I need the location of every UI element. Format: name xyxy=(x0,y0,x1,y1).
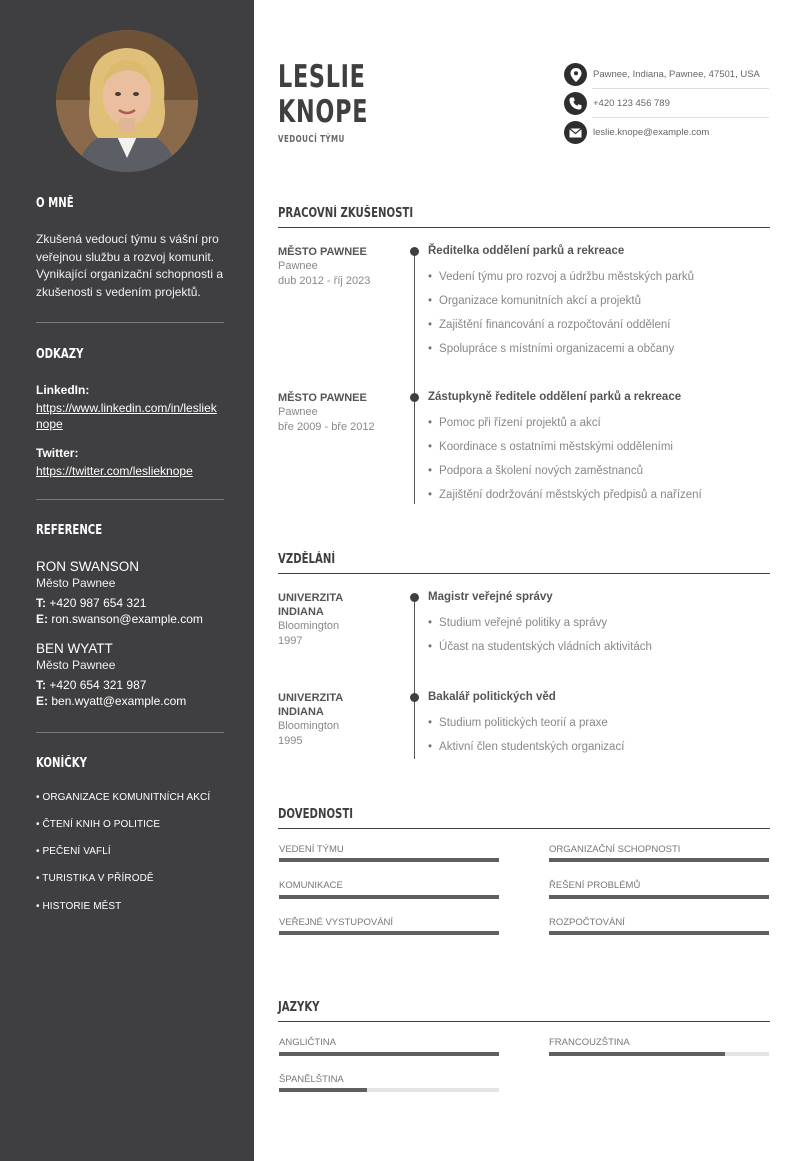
language-bar-fill xyxy=(549,1052,725,1056)
school-year: 1997 xyxy=(278,635,303,647)
skill-bar xyxy=(549,931,769,935)
sidebar-divider xyxy=(36,499,224,500)
about-heading: O MNĚ xyxy=(36,196,74,211)
org-dates: bře 2009 - bře 2012 xyxy=(278,421,375,433)
language-label: FRANCOUZŠTINA xyxy=(549,1037,630,1048)
last-name: KNOPE xyxy=(278,94,369,130)
reference-phone: +420 987 654 321 xyxy=(49,596,147,610)
job-bullet: • Pomoc při řízení projektů a akcí xyxy=(428,417,601,429)
language-bar xyxy=(279,1088,499,1092)
skill-label: VEŘEJNÉ VYSTUPOVÁNÍ xyxy=(279,917,394,928)
reference-email-label: E: xyxy=(36,612,48,626)
links-heading: ODKAZY xyxy=(36,347,84,362)
skills-heading: DOVEDNOSTI xyxy=(278,807,354,822)
timeline-dot xyxy=(410,247,419,256)
skill-label: ROZPOČTOVÁNÍ xyxy=(549,917,625,928)
reference-org: Město Pawnee xyxy=(36,658,116,672)
job-bullet: • Zajištění financování a rozpočtování oddělení xyxy=(428,319,670,331)
school-name: UNIVERZITA xyxy=(278,592,344,604)
reference-email: ron.swanson@example.com xyxy=(51,612,203,626)
job-bullet: • Spolupráce s místními organizacemi a občany xyxy=(428,343,674,355)
envelope-icon xyxy=(564,121,587,144)
reference-phone-label: T: xyxy=(36,678,46,692)
language-bar-fill xyxy=(279,1088,367,1092)
education-bullet: • Účast na studentských vládních aktivitách xyxy=(428,641,652,653)
language-bar-fill xyxy=(279,1052,499,1056)
school-year: 1995 xyxy=(278,735,303,747)
section-rule xyxy=(278,227,770,228)
job-bullet: • Organizace komunitních akcí a projektů xyxy=(428,295,641,307)
skill-bar-fill xyxy=(549,895,769,899)
timeline-line xyxy=(414,597,415,759)
skill-bar-fill xyxy=(279,858,499,862)
location-pin-icon xyxy=(564,63,587,86)
language-bar xyxy=(279,1052,499,1056)
reference-name: BEN WYATT xyxy=(36,641,113,656)
school-place: Bloomington xyxy=(278,620,340,632)
section-rule xyxy=(278,573,770,574)
hobby-item: • HISTORIE MĚST xyxy=(36,901,122,912)
contact-email xyxy=(564,118,770,147)
education-bullet: • Studium veřejné politiky a správy xyxy=(428,617,607,629)
email-text[interactable]: leslie.knope@example.com xyxy=(593,127,710,138)
education-heading: VZDĚLÁNÍ xyxy=(278,552,336,567)
phone-icon xyxy=(564,92,587,115)
contact-phone xyxy=(564,89,770,118)
link-twitter xyxy=(36,445,226,479)
reference-email: ben.wyatt@example.com xyxy=(51,694,187,708)
job-title: VEDOUCÍ TÝMU xyxy=(278,134,345,145)
reference-item xyxy=(36,558,226,627)
reference-email-label: E: xyxy=(36,694,48,708)
degree-title: Magistr veřejné správy xyxy=(428,591,553,603)
link-linkedin xyxy=(36,382,226,432)
skill-bar xyxy=(549,895,769,899)
org-dates: dub 2012 - říj 2023 xyxy=(278,275,371,287)
hobby-item: • PEČENÍ VAFLÍ xyxy=(36,846,111,857)
reference-phone-label: T: xyxy=(36,596,46,610)
experience-heading: PRACOVNÍ ZKUŠENOSTI xyxy=(278,206,414,221)
school-name: INDIANA xyxy=(278,706,324,718)
linkedin-link[interactable]: https://www.linkedin.com/in/leslieknope xyxy=(36,400,217,431)
job-bullet: • Vedení týmu pro rozvoj a údržbu městských parků xyxy=(428,271,694,283)
section-rule xyxy=(278,1021,770,1022)
skill-label: KOMUNIKACE xyxy=(279,880,343,891)
skill-label: ORGANIZAČNÍ SCHOPNOSTI xyxy=(549,844,681,855)
education-org xyxy=(278,691,390,749)
org-place: Pawnee xyxy=(278,406,318,418)
timeline-dot xyxy=(410,393,419,402)
timeline-line xyxy=(414,252,415,504)
hobby-item: • ČTENÍ KNIH O POLITICE xyxy=(36,819,161,830)
language-bar xyxy=(549,1052,769,1056)
skill-bar-fill xyxy=(279,931,499,935)
twitter-link[interactable]: https://twitter.com/leslieknope xyxy=(36,463,193,478)
education-org xyxy=(278,591,390,649)
skill-bar xyxy=(279,895,499,899)
school-name: INDIANA xyxy=(278,606,324,618)
job-bullet: • Zajištění dodržování městských předpisů a nařízení xyxy=(428,489,702,501)
timeline-dot xyxy=(410,693,419,702)
hobby-item: • ORGANIZACE KOMUNITNÍCH AKCÍ xyxy=(36,792,211,803)
sidebar-divider xyxy=(36,322,224,323)
reference-name: RON SWANSON xyxy=(36,559,140,574)
hobbies-heading: KONÍČKY xyxy=(36,756,87,771)
education-bullet: • Studium politických teorií a praxe xyxy=(428,717,608,729)
timeline-dot xyxy=(410,593,419,602)
sidebar-divider xyxy=(36,732,224,733)
phone-text: +420 123 456 789 xyxy=(593,98,670,109)
org-name: MĚSTO PAWNEE xyxy=(278,246,367,258)
section-rule xyxy=(278,828,770,829)
address-text: Pawnee, Indiana, Pawnee, 47501, USA xyxy=(593,69,760,80)
about-text: Zkušená vedoucí týmu s vášní pro veřejnou službu a rozvoj komunit. Vynikající organizační schopnosti a zkušenosti s vedením projektů. xyxy=(36,232,223,299)
references-heading: REFERENCE xyxy=(36,523,103,538)
language-label: ŠPANĚLŠTINA xyxy=(279,1074,344,1085)
reference-org: Město Pawnee xyxy=(36,576,116,590)
twitter-label: Twitter: xyxy=(36,446,79,460)
linkedin-label: LinkedIn: xyxy=(36,383,90,397)
school-place: Bloomington xyxy=(278,720,340,732)
job-role: Ředitelka oddělení parků a rekreace xyxy=(428,245,625,257)
languages-heading: JAZYKY xyxy=(278,1000,320,1015)
contact-address xyxy=(564,60,770,89)
experience-org xyxy=(278,245,390,289)
skill-bar xyxy=(549,858,769,862)
first-name: LESLIE xyxy=(278,59,366,95)
skill-label: VEDENÍ TÝMU xyxy=(279,844,344,855)
job-role: Zástupkyně ředitele oddělení parků a rekreace xyxy=(428,391,682,403)
skill-bar-fill xyxy=(549,931,769,935)
job-bullet: • Koordinace s ostatními městskými odděleními xyxy=(428,441,673,453)
reference-phone: +420 654 321 987 xyxy=(49,678,147,692)
degree-title: Bakalář politických věd xyxy=(428,691,556,703)
job-bullet: • Podpora a školení nových zaměstnanců xyxy=(428,465,643,477)
hobby-item: • TURISTIKA V PŘÍRODĚ xyxy=(36,873,154,884)
skill-bar-fill xyxy=(279,895,499,899)
skill-bar xyxy=(279,931,499,935)
org-place: Pawnee xyxy=(278,260,318,272)
skill-bar-fill xyxy=(549,858,769,862)
org-name: MĚSTO PAWNEE xyxy=(278,392,367,404)
skill-bar xyxy=(279,858,499,862)
experience-org xyxy=(278,391,390,435)
reference-item xyxy=(36,640,226,709)
school-name: UNIVERZITA xyxy=(278,692,344,704)
skill-label: ŘEŠENÍ PROBLÉMŮ xyxy=(549,880,641,891)
language-label: ANGLIČTINA xyxy=(279,1037,337,1048)
education-bullet: • Aktivní člen studentských organizací xyxy=(428,741,624,753)
profile-photo xyxy=(56,30,198,172)
